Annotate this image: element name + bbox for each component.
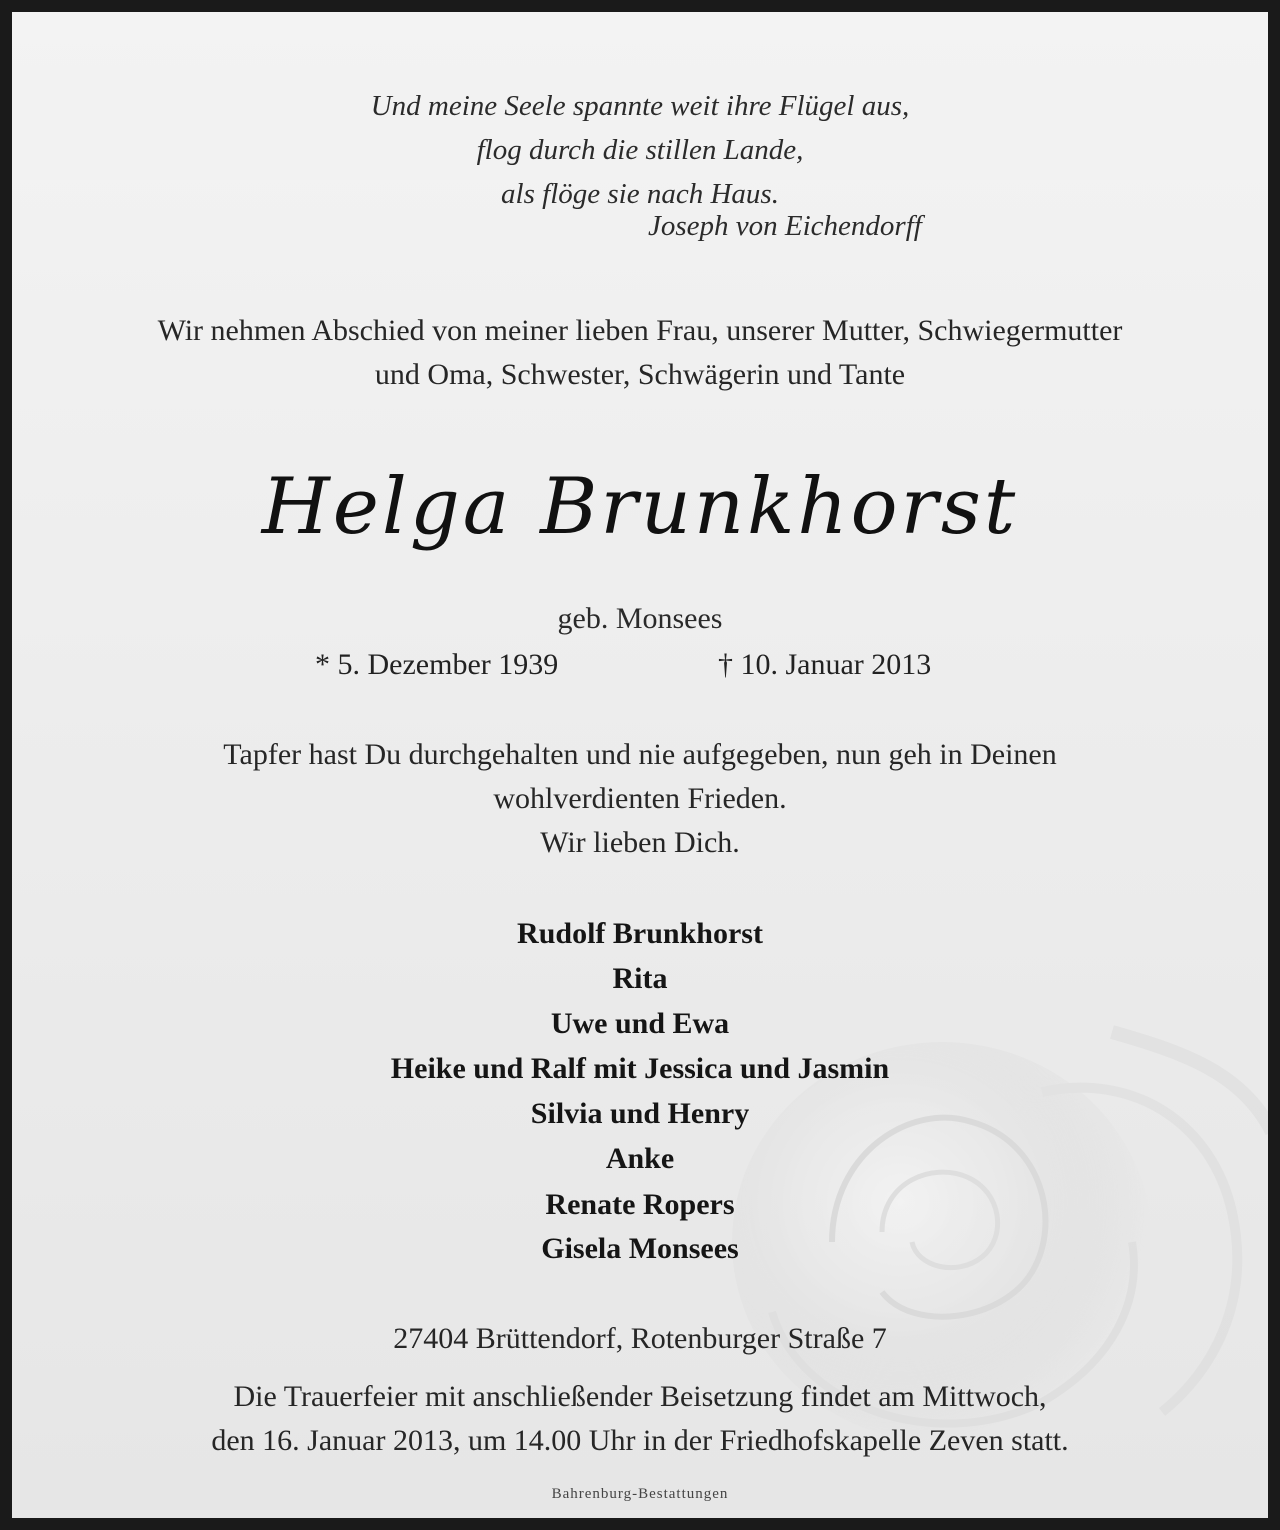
- family-member: Uwe und Ewa: [550, 1007, 730, 1040]
- obituary-card: [12, 12, 1268, 1518]
- intro-line-2: und Oma, Schwester, Schwägerin und Tante: [374, 358, 906, 391]
- family-member: Silvia und Henry: [530, 1097, 750, 1130]
- address: 27404 Brüttendorf, Rotenburger Straße 7: [393, 1322, 887, 1355]
- family-member: Anke: [605, 1142, 675, 1175]
- deceased-name: Helga Brunkhorst: [261, 462, 1019, 552]
- poem-line-1: Und meine Seele spannte weit ihre Flügel aus,: [370, 90, 910, 122]
- poem-line-3: als flöge sie nach Haus.: [501, 178, 779, 210]
- family-member: Rita: [612, 962, 668, 995]
- intro-line-1: Wir nehmen Abschied von meiner lieben Frau, unserer Mutter, Schwiegermutter: [157, 314, 1123, 347]
- tribute-line-2: wohlverdienten Frieden.: [493, 782, 787, 815]
- poem-line-2: flog durch die stillen Lande,: [476, 134, 804, 166]
- tribute-line-1: Tapfer hast Du durchgehalten und nie aufgegeben, nun geh in Deinen: [223, 738, 1057, 771]
- maiden-name: geb. Monsees: [557, 602, 723, 635]
- poem-author: Joseph von Eichendorff: [648, 210, 922, 242]
- funeral-line-1: Die Trauerfeier mit anschließender Beisetzung findet am Mittwoch,: [233, 1380, 1047, 1413]
- family-member: Rudolf Brunkhorst: [517, 917, 763, 950]
- funeral-line-2: den 16. Januar 2013, um 14.00 Uhr in der Friedhofskapelle Zeven statt.: [211, 1424, 1069, 1457]
- family-member: Renate Ropers: [545, 1188, 735, 1221]
- undertaker-credit: Bahrenburg-Bestattungen: [551, 1486, 729, 1502]
- birth-date: * 5. Dezember 1939: [315, 648, 559, 681]
- death-date: † 10. Januar 2013: [718, 648, 932, 681]
- family-member: Heike und Ralf mit Jessica und Jasmin: [390, 1052, 890, 1085]
- tribute-line-3: Wir lieben Dich.: [540, 826, 740, 859]
- family-member: Gisela Monsees: [541, 1232, 739, 1265]
